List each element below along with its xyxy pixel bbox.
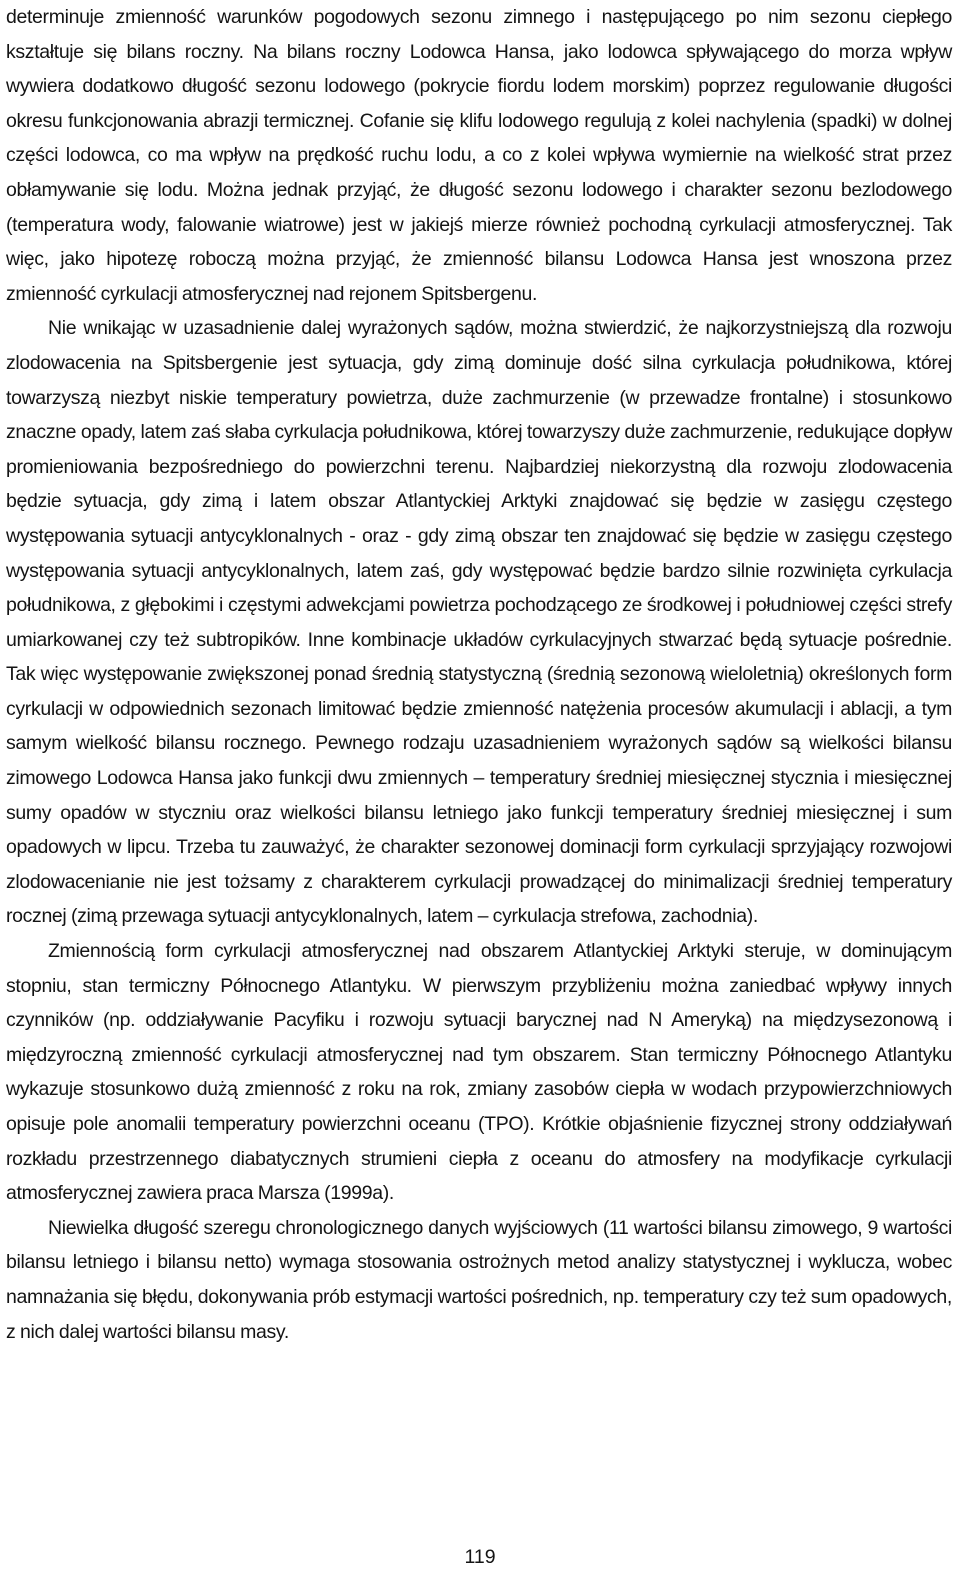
page-number: 119	[464, 1546, 496, 1568]
paragraph-4: Niewielka długość szeregu chronologicznego danych wyjściowych (11 wartości bilansu zimowego, 9 wartości bilansu letniego i bilansu netto) wymaga stosowania ostrożnych metod analizy statystycznej i wyklucza, wobec namnażania się błędu, dokonywania prób estymacji wartości pośrednich, np. temperatury czy też sum opadowych, z nich dalej wartości bilansu masy.	[6, 1216, 952, 1343]
paragraph-2: Nie wnikając w uzasadnienie dalej wyrażonych sądów, można stwierdzić, że najkorzystniejszą dla rozwoju zlodowacenia na Spitsbergenie jest sytuacja, gdy zimą dominuje dość silna cyrkulacja południkowa, której towarzyszą niezbyt niskie temperatury powietrza, duże zachmurzenie (w przewadze frontalne) i stosunkowo znaczne opady, latem zaś słaba cyrkulacja południkowa, której towarzyszy duże zachmurzenie, redukujące dopływ promieniowania bezpośredniego do powierzchni terenu. Najbardziej niekorzystną dla rozwoju zlodowacenia będzie sytuacja, gdy zimą i latem obszar Atlantyckiej Arktyki znajdować się będzie w zasięgu częstego występowania sytuacji antycyklonalnych - oraz - gdy zimą obszar ten znajdować się będzie w zasięgu częstego występowania sytuacji antycyklonalnych, latem zaś, gdy występować będzie bardzo silnie rozwinięta cyrkulacja południkowa, z głębokimi i częstymi adwekcjami powietrza pochodzącego ze środkowej i południowej części strefy umiarkowanej czy też subtropików. Inne kombinacje układów cyrkulacyjnych stwarzać będą sytuacje pośrednie. Tak więc występowanie zwiększonej ponad średnią statystyczną (średnią sezonową wieloletnią) określonych form cyrkulacji w odpowiednich sezonach limitować będzie zmienność natężenia procesów akumulacji i ablacji, a tym samym wielkość bilansu rocznego. Pewnego rodzaju uzasadnieniem wyrażonych sądów są wielkości bilansu zimowego Lodowca Hansa jako funkcji dwu zmiennych – temperatury średniej miesięcznej stycznia i miesięcznej sumy opadów w styczniu oraz wielkości bilansu letniego jako funkcji temperatury średniej miesięcznej i sum opadowych w lipcu. Trzeba tu zauważyć, że charakter sezonowej dominacji form cyrkulacji sprzyjający rozwojowi zlodowacenianie nie jest tożsamy z charakterem cyrkulacji prowadzącej do minimalizacji średniej temperatury rocznej (zimą przewaga sytuacji antycyklonalnych, latem – cyrkulacja strefowa, zachodnia).	[6, 317, 952, 928]
paragraph-3: Zmiennością form cyrkulacji atmosferycznej nad obszarem Atlantyckiej Arktyki steruje, w dominującym stopniu, stan termiczny Północnego Atlantyku. W pierwszym przybliżeniu można zaniedbać wpływy innych czynników (np. oddziaływanie Pacyfiku i rozwoju sytuacji barycznej nad N Ameryką) na międzysezonową i międzyroczną zmienność cyrkulacji atmosferycznej nad tym obszarem. Stan termiczny Północnego Atlantyku wykazuje stosunkowo dużą zmienność z roku na rok, zmiany zasobów ciepła w wodach przypowierzchniowych opisuje pole anomalii temperatury powierzchni oceanu (TPO). Krótkie objaśnienie fizycznej strony oddziaływań rozkładu przestrzennego diabatycznych strumieni ciepła z oceanu do atmosfery na modyfikacje cyrkulacji atmosferycznej zawiera praca Marsza (1999a).	[6, 940, 952, 1205]
paragraph-1: determinuje zmienność warunków pogodowych sezonu zimnego i następującego po nim sezonu ciepłego kształtuje się bilans roczny. Na bilans roczny Lodowca Hansa, jako lodowca spływającego do morza wpływ wywiera dodatkowo długość sezonu lodowego (pokrycie fiordu lodem morskim) poprzez regulowanie długości okresu funkcjonowania abrazji termicznej. Cofanie się klifu lodowego regulują z kolei nachylenia (spadki) w dolnej części lodowca, co ma wpływ na prędkość ruchu lodu, a co z kolei wpływa wymiernie na wielkość strat przez obłamywanie się lodu. Można jednak przyjąć, że długość sezonu lodowego i charakter sezonu bezlodowego (temperatura wody, falowanie wiatrowe) jest w jakiejś mierze również pochodną cyrkulacji atmosferycznej. Tak więc, jako hipotezę roboczą można przyjąć, że zmienność bilansu Lodowca Hansa jest wnoszona przez zmienność cyrkulacji atmosferycznej nad rejonem Spitsbergenu.	[6, 6, 952, 305]
document-body	[6, 0, 952, 1349]
